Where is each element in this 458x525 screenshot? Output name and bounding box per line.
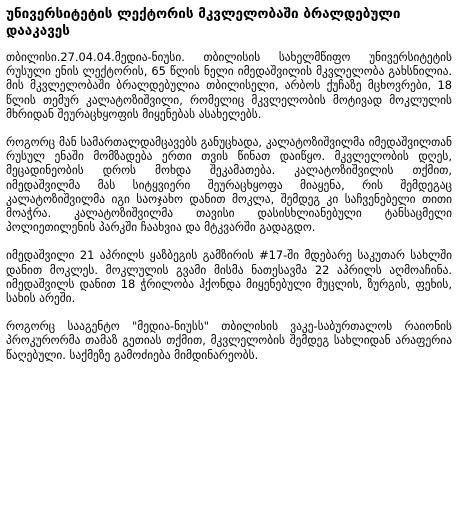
article-paragraph-3: იმედაშვილი 21 აპრილს ყაზბეგის გამზირის #17-ში მდებარე საკუთარ სახლში დანით მოკლეს. მოკლულის გვამი მისმა ნათესავმა 22 აპრილს აღმოაჩინა. იმედაშვილს დანით 18 ჭრილობა ჰქონდა მიყენებული მუცლის, ზურგის, ფეხის, სახის არეში. <box>6 248 452 306</box>
article-paragraph-4: როგორც სააგენტო "მედია-ნიუსს" თბილისის ვაკე-საბურთალოს რაიონის პროკურორმა თამაზ გეთიას თქმით, მკვლელობის შემდეგ სახლიდან არაფერია წაღებული. საქმეზე გამოძიება მიმდინარეობს. <box>6 319 452 362</box>
article-paragraph-1: თბილისი.27.04.04.მედია-ნიუსი. თბილისის სახელმწიფო უნივერსიტეტის რუსული ენის ლექტორის, 65 წლის ნელი იმედაშვილის მკვლელობა გახსნილია. მის მკვლელობაში ბრალდებულია თბილისელი, არბოს ქუჩაზე მცხოვრები, 18 წლის თემურ კალატოზიშვილი, რომელიც მკვლელობის მოტივად მოკლულის მხრიდან შეურაცხყოფის მიყენებას ასახელებს. <box>6 50 452 121</box>
article-title: უნივერსიტეტის ლექტორის მკვლელობაში ბრალდებული დააკავეს <box>6 6 401 39</box>
article-paragraph-2: როგორც მან სამართალდამცავებს განუცხადა, კალატოზიშვილმა იმედაშვილთან რუსულ ენაში მომზადება ერთი თვის წინათ დაიწყო. მკვლელობის დღეს, მეცადინეობის დროს მოხდა შეკამათება. კალატოზიშვილის თქმით, იმედაშვილმა მას სიტყვიერი შეურაცხყოფა მიაყენა, რის შემდეგაც კალატოზიშვილმა იგი საოჯახო დანით მოკლა, შემდეგ კი საჩვენებელი თითი მოაჭრა. კალატოზიშვილმა თავისი დასისხლიანებული ტანსაცმელი პოლიეთილენის პარკში ჩაახვია და მტკვარში გადაგდო. <box>6 135 452 235</box>
